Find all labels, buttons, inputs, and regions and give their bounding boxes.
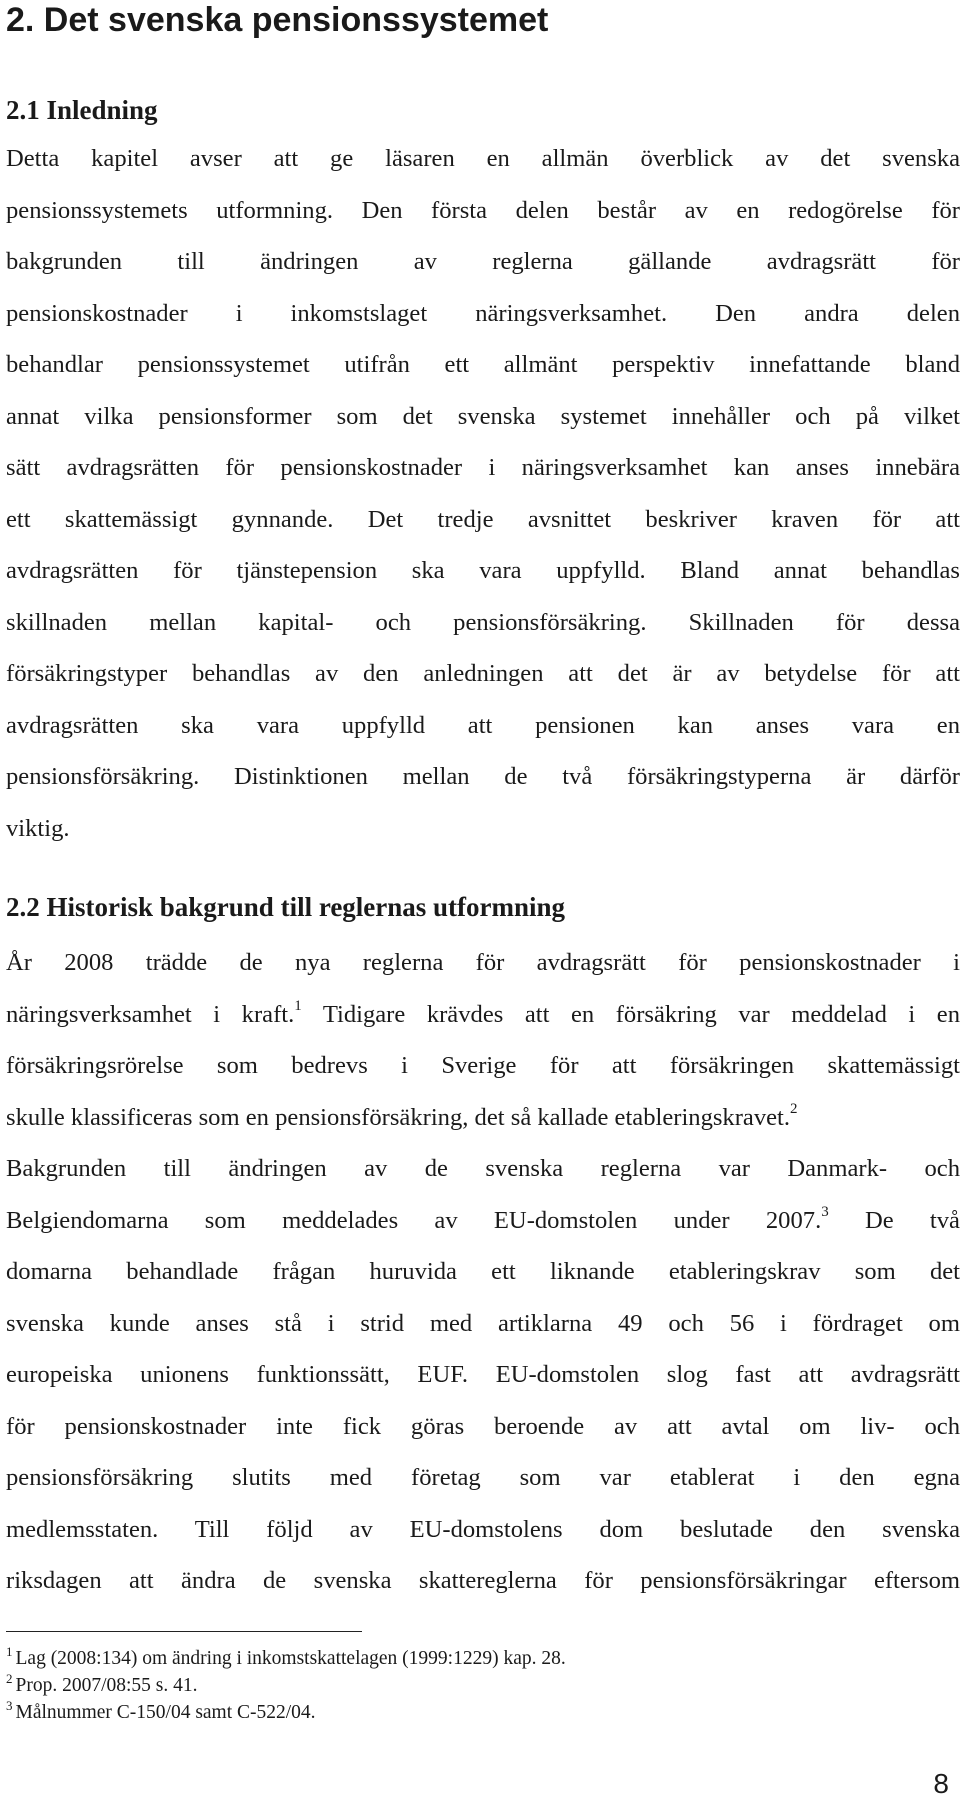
text-line: pensionsförsäkring slutits med företag som var etablerat i den egna <box>6 1464 960 1491</box>
chapter-title: 2. Det svenska pensionssystemet <box>6 1 549 39</box>
text-line: behandlar pensionssystemet utifrån ett allmänt perspektiv innefattande bland <box>6 351 960 378</box>
text-segment: Tidigare krävdes att en försäkring var meddelad i en <box>301 1000 960 1028</box>
footnote-number: 3 <box>6 1698 13 1713</box>
text-segment: Belgiendomarna som meddelades av EU-domstolen under 2007. <box>6 1206 822 1234</box>
footnote-text: Målnummer C-150/04 samt C-522/04. <box>15 1702 316 1723</box>
text-line: pensionsförsäkring. Distinktionen mellan de två försäkringstyperna är därför <box>6 763 960 790</box>
text-line: annat vilka pensionsformer som det svenska systemet innehåller och på vilket <box>6 402 960 430</box>
text-line: bakgrunden till ändringen av reglerna gällande avdragsrätt för <box>6 248 960 275</box>
text-line <box>6 1092 960 1144</box>
text-line: försäkringstyper behandlas av den anledningen att det är av betydelse för att <box>6 660 960 687</box>
text-line: pensionskostnader i inkomstslaget näringsverksamhet. Den andra delen <box>6 299 960 327</box>
footnote-divider <box>6 1631 362 1632</box>
text-line: riksdagen att ändra de svenska skattereglerna för pensionsförsäkringar eftersom <box>6 1567 960 1594</box>
footnote-reference[interactable]: 1 <box>294 997 302 1014</box>
text-line <box>6 1195 960 1247</box>
text-line: Detta kapitel avser att ge läsaren en allmän överblick av det svenska <box>6 145 960 172</box>
text-line: skillnaden mellan kapital- och pensionsförsäkring. Skillnaden för dessa <box>6 608 960 636</box>
text-line: viktig. <box>6 814 70 842</box>
footnote-2 <box>6 1672 906 1699</box>
text-line: försäkringsrörelse som bedrevs i Sverige för att försäkringen skattemässigt <box>6 1052 960 1079</box>
text-line: domarna behandlade frågan huruvida ett liknande etableringskrav som det <box>6 1258 960 1285</box>
text-line: medlemsstaten. Till följd av EU-domstolens dom beslutade den svenska <box>6 1515 960 1543</box>
footnote-number: 2 <box>6 1671 13 1686</box>
footnote-1 <box>6 1645 906 1672</box>
text-line: avdragsrätten ska vara uppfylld att pensionen kan anses vara en <box>6 711 960 739</box>
text-line: pensionssystemets utformning. Den första delen består av en redogörelse för <box>6 196 960 224</box>
text-line <box>6 989 960 1041</box>
footnote-text: Lag (2008:134) om ändring i inkomstskattelagen (1999:1229) kap. 28. <box>15 1648 566 1669</box>
footnote-reference[interactable]: 3 <box>821 1203 829 1220</box>
footnote-reference[interactable]: 2 <box>790 1100 798 1117</box>
text-line: svenska kunde anses stå i strid med artiklarna 49 och 56 i fördraget om <box>6 1309 960 1337</box>
paragraph-historisk-bakgrund <box>6 937 960 1607</box>
text-line: sätt avdragsrätten för pensionskostnader i näringsverksamhet kan anses innebära <box>6 454 960 481</box>
text-line: Bakgrunden till ändringen av de svenska reglerna var Danmark- och <box>6 1155 960 1182</box>
footnote-text: Prop. 2007/08:55 s. 41. <box>15 1675 198 1696</box>
page-number: 8 <box>933 1768 949 1799</box>
text-line: europeiska unionens funktionssätt, EUF. EU-domstolen slog fast att avdragsrätt <box>6 1361 960 1388</box>
text-line: År 2008 trädde de nya reglerna för avdragsrätt för pensionskostnader i <box>6 949 960 976</box>
text-segment: skulle klassificeras som en pensionsförsäkring, det så kallade etableringskravet. <box>6 1103 791 1131</box>
text-segment: De två <box>828 1206 960 1234</box>
text-line: för pensionskostnader inte fick göras beroende av att avtal om liv- och <box>6 1412 960 1440</box>
footnotes <box>6 1645 906 1726</box>
section-title-inledning: 2.1 Inledning <box>6 95 158 125</box>
section-title-historisk-bakgrund: 2.2 Historisk bakgrund till reglernas utformning <box>6 892 566 922</box>
text-line: ett skattemässigt gynnande. Det tredje avsnittet beskriver kraven för att <box>6 505 960 533</box>
text-segment: näringsverksamhet i kraft. <box>6 1000 295 1028</box>
footnote-number: 1 <box>6 1644 13 1659</box>
text-line: avdragsrätten för tjänstepension ska vara uppfylld. Bland annat behandlas <box>6 557 960 584</box>
paragraph-inledning <box>6 133 960 854</box>
footnote-3 <box>6 1699 906 1726</box>
